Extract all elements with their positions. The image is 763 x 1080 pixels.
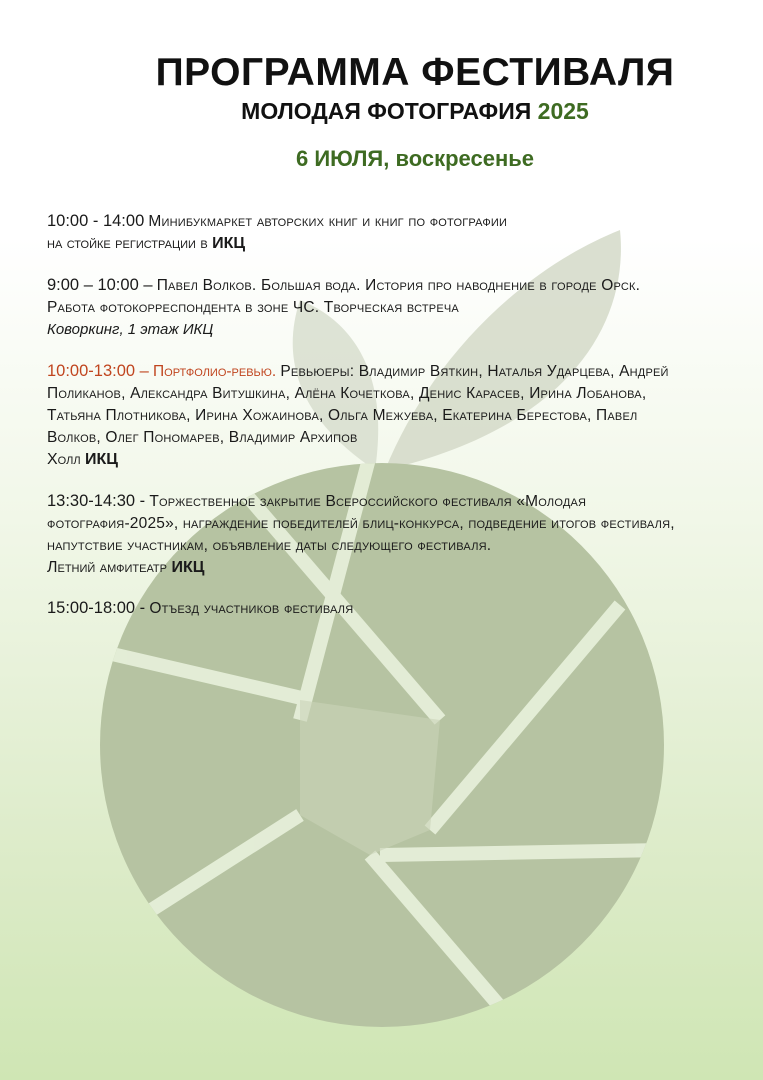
schedule-entry [47,274,727,341]
entry-time: 10:00-13:00 – [47,362,149,380]
schedule-entry [47,597,727,620]
entry-time: 13:30-14:30 - [47,492,146,510]
entry-description: фотография-2025», награждение победителей блиц-конкурса, подведение итогов фестиваля, [47,515,675,532]
entry-description: Павел Волков. Большая вода. История про наводнение в городе Орск. [156,277,641,294]
entry-description: Отъезд участников фестиваля [149,600,354,617]
entry-location-venue: ИКЦ [85,451,118,468]
entry-description: Татьяна Плотникова, Ирина Хожаинова, Ольга Межуева, Екатерина Берестова, Павел [47,407,638,424]
festival-name: МОЛОДАЯ ФОТОГРАФИЯ [241,98,532,124]
schedule-entry [47,360,727,471]
page-title: ПРОГРАММА ФЕСТИВАЛЯ [155,51,675,94]
entry-time: 9:00 – 10:00 – [47,276,153,294]
entry-location: Коворкинг, 1 этаж ИКЦ [47,321,214,338]
entry-location-venue: ИКЦ [212,235,246,252]
event-date: 6 ИЮЛЯ, воскресенье [295,146,534,171]
entry-location: Холл [47,451,81,468]
entry-location: на стойке регистрации в [47,235,213,252]
schedule-entry [47,490,727,579]
entry-description: Минибукмаркет авторских книг и книг по фотографии [148,213,508,230]
entry-label: Портфолио-ревью. [153,363,277,380]
entry-time: 15:00-18:00 - [47,599,146,617]
entry-location: Летний амфитеатр [47,559,167,576]
entry-description: Ревьюеры: Владимир Вяткин, Наталья Ударцева, Андрей [280,363,669,380]
festival-year: 2025 [537,98,589,124]
entry-time: 10:00 - 14:00 [47,212,145,230]
entry-description: Торжественное закрытие Всероссийского фестиваля «Молодая [149,493,587,510]
entry-location-venue: ИКЦ [171,559,205,576]
entry-description: Поликанов, Александра Витушкина, Алёна Кочеткова, Денис Карасев, Ирина Лобанова, [47,385,647,402]
festival-subtitle [60,96,763,126]
entry-description: Работа фотокорреспондента в зоне ЧС. Творческая встреча [47,299,459,316]
schedule-entry [47,210,727,255]
entry-description: напутствие участникам, объявление даты следующего фестиваля. [47,537,492,554]
entry-description: Волков, Олег Пономарев, Владимир Архипов [47,429,358,446]
